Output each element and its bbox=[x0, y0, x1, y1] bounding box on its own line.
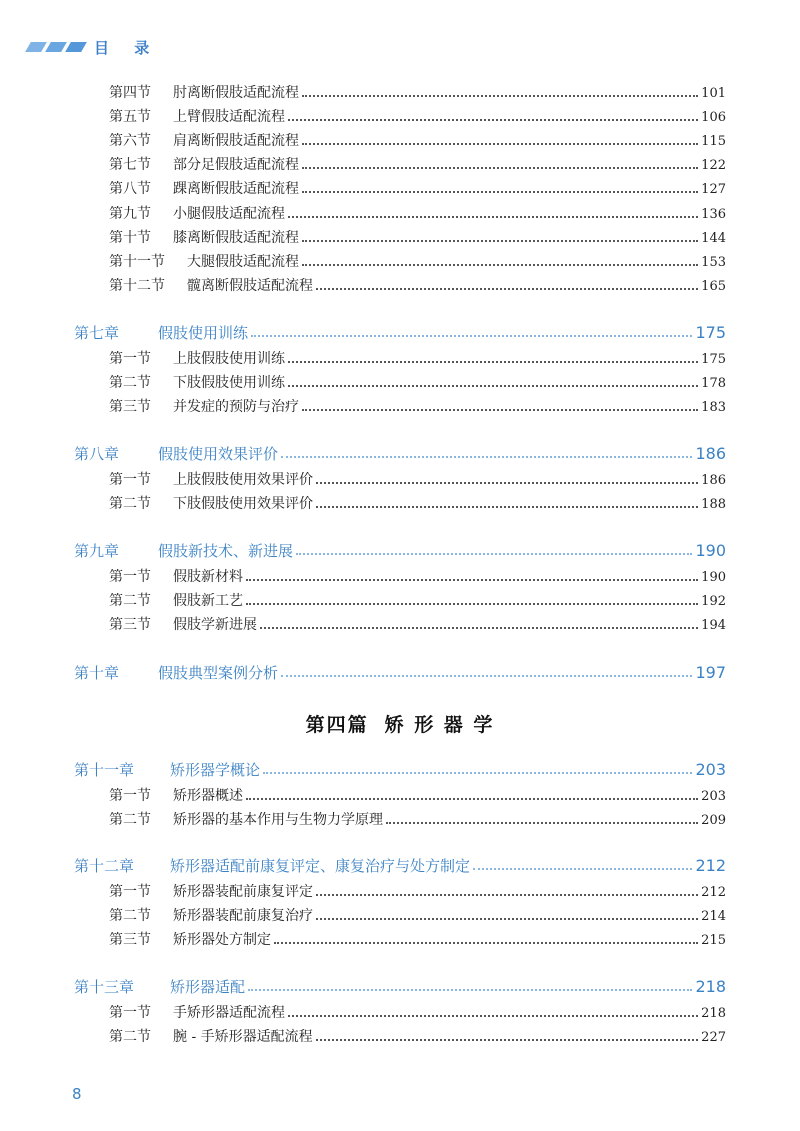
section-number: 第二节 bbox=[109, 496, 151, 512]
section-number: 第二节 bbox=[109, 1029, 151, 1045]
chapter-title: 矫形器适配前康复评定、康复治疗与处方制定 bbox=[170, 857, 471, 875]
toc-section-row[interactable] bbox=[0, 905, 800, 925]
leader-dots bbox=[316, 287, 698, 290]
section-title: 矫形器处方制定 bbox=[173, 932, 271, 948]
chapter-page: 197 bbox=[695, 663, 726, 682]
section-number: 第七节 bbox=[109, 157, 151, 173]
chapter-number: 第八章 bbox=[74, 445, 120, 463]
leader-dots bbox=[316, 481, 698, 484]
section-title: 并发症的预防与治疗 bbox=[173, 399, 299, 415]
leader-dots bbox=[281, 674, 692, 677]
chapter-page: 212 bbox=[695, 856, 726, 875]
section-number: 第一节 bbox=[109, 472, 151, 488]
leader-dots bbox=[302, 263, 698, 266]
toc-section-row[interactable] bbox=[0, 251, 800, 271]
leader-dots bbox=[302, 166, 698, 169]
chapter-page: 218 bbox=[695, 977, 726, 996]
section-number: 第十一节 bbox=[109, 254, 165, 270]
section-page: 190 bbox=[701, 570, 726, 585]
section-page: 122 bbox=[701, 158, 726, 173]
toc-section-row[interactable] bbox=[0, 614, 800, 634]
header-title: 目 录 bbox=[94, 38, 160, 57]
toc-section-row[interactable] bbox=[0, 348, 800, 368]
chapter-number: 第九章 bbox=[74, 542, 120, 560]
toc-section-row[interactable] bbox=[0, 82, 800, 102]
leader-dots bbox=[288, 384, 698, 387]
leader-dots bbox=[296, 552, 692, 555]
section-number: 第二节 bbox=[109, 375, 151, 391]
chapter-title: 矫形器适配 bbox=[170, 978, 246, 996]
section-title: 腕 - 手矫形器适配流程 bbox=[173, 1029, 313, 1045]
section-number: 第十节 bbox=[109, 230, 151, 246]
section-title: 假肢新工艺 bbox=[173, 593, 243, 609]
leader-dots bbox=[263, 771, 692, 774]
section-number: 第一节 bbox=[109, 569, 151, 585]
toc-section-row[interactable] bbox=[0, 130, 800, 150]
chapter-number: 第十二章 bbox=[74, 857, 135, 875]
section-title: 肩离断假肢适配流程 bbox=[173, 133, 299, 149]
section-number: 第一节 bbox=[109, 884, 151, 900]
leader-dots bbox=[246, 602, 698, 605]
toc-section-row[interactable] bbox=[0, 590, 800, 610]
section-title: 下肢假肢使用效果评价 bbox=[173, 496, 313, 512]
section-number: 第八节 bbox=[109, 181, 151, 197]
toc-section-row[interactable] bbox=[0, 1002, 800, 1022]
section-page: 212 bbox=[701, 885, 726, 900]
leader-dots bbox=[248, 988, 692, 991]
section-title: 髋离断假肢适配流程 bbox=[187, 278, 313, 294]
section-page: 144 bbox=[701, 231, 726, 246]
section-title: 部分足假肢适配流程 bbox=[173, 157, 299, 173]
toc-chapter-row[interactable] bbox=[0, 855, 800, 876]
section-number: 第二节 bbox=[109, 908, 151, 924]
section-title: 手矫形器适配流程 bbox=[173, 1005, 285, 1021]
leader-dots bbox=[246, 578, 698, 581]
section-number: 第一节 bbox=[109, 1005, 151, 1021]
leader-dots bbox=[386, 821, 698, 824]
page-number: 8 bbox=[72, 1085, 82, 1103]
toc-section-row[interactable] bbox=[0, 566, 800, 586]
section-number: 第三节 bbox=[109, 617, 151, 633]
toc-section-row[interactable] bbox=[0, 154, 800, 174]
section-number: 第四节 bbox=[109, 85, 151, 101]
leader-dots bbox=[260, 626, 698, 629]
section-number: 第一节 bbox=[109, 351, 151, 367]
part-title: 矫 形 器 学 bbox=[384, 714, 495, 736]
toc-chapter-row[interactable] bbox=[0, 443, 800, 464]
page-header bbox=[28, 36, 159, 58]
section-page: 214 bbox=[701, 909, 726, 924]
toc-section-row[interactable] bbox=[0, 227, 800, 247]
leader-dots bbox=[281, 455, 692, 458]
section-title: 上臂假肢适配流程 bbox=[173, 109, 285, 125]
section-title: 矫形器装配前康复治疗 bbox=[173, 908, 313, 924]
section-page: 175 bbox=[701, 352, 726, 367]
chapter-title: 假肢使用效果评价 bbox=[158, 445, 279, 463]
section-title: 膝离断假肢适配流程 bbox=[173, 230, 299, 246]
leader-dots bbox=[316, 917, 698, 920]
section-page: 178 bbox=[701, 376, 726, 391]
section-title: 大腿假肢适配流程 bbox=[187, 254, 299, 270]
leader-dots bbox=[302, 190, 698, 193]
section-title: 矫形器概述 bbox=[173, 788, 243, 804]
leader-dots bbox=[302, 408, 698, 411]
section-title: 肘离断假肢适配流程 bbox=[173, 85, 299, 101]
section-page: 127 bbox=[701, 182, 726, 197]
section-number: 第六节 bbox=[109, 133, 151, 149]
leader-dots bbox=[302, 142, 698, 145]
chapter-page: 186 bbox=[695, 444, 726, 463]
section-page: 136 bbox=[701, 207, 726, 222]
chapter-page: 190 bbox=[695, 541, 726, 560]
section-page: 183 bbox=[701, 400, 726, 415]
section-title: 假肢学新进展 bbox=[173, 617, 257, 633]
leader-dots bbox=[302, 239, 698, 242]
toc-section-row[interactable] bbox=[0, 396, 800, 416]
leader-dots bbox=[288, 1014, 698, 1017]
section-page: 209 bbox=[701, 813, 726, 828]
chapter-page: 175 bbox=[695, 323, 726, 342]
toc-chapter-row[interactable] bbox=[0, 540, 800, 561]
leader-dots bbox=[246, 797, 698, 800]
leader-dots bbox=[473, 867, 692, 870]
section-title: 下肢假肢使用训练 bbox=[173, 375, 285, 391]
section-title: 小腿假肢适配流程 bbox=[173, 206, 285, 222]
toc-chapter-row[interactable] bbox=[0, 662, 800, 683]
part-label: 第四篇 bbox=[305, 714, 369, 736]
toc-section-row[interactable] bbox=[0, 493, 800, 513]
section-number: 第三节 bbox=[109, 932, 151, 948]
leader-dots bbox=[251, 334, 692, 337]
leader-dots bbox=[274, 941, 698, 944]
leader-dots bbox=[288, 360, 698, 363]
chapter-number: 第七章 bbox=[74, 324, 120, 342]
toc-section-row[interactable] bbox=[0, 785, 800, 805]
part-heading bbox=[0, 710, 800, 737]
toc-section-row[interactable] bbox=[0, 372, 800, 392]
toc-section-row[interactable] bbox=[0, 809, 800, 829]
leader-dots bbox=[288, 215, 698, 218]
toc-chapter-row[interactable] bbox=[0, 322, 800, 343]
section-title: 上肢假肢使用效果评价 bbox=[173, 472, 313, 488]
toc-section-row[interactable] bbox=[0, 106, 800, 126]
toc-chapter-row[interactable] bbox=[0, 759, 800, 780]
section-number: 第三节 bbox=[109, 399, 151, 415]
section-number: 第五节 bbox=[109, 109, 151, 125]
chapter-number: 第十一章 bbox=[74, 761, 135, 779]
section-number: 第二节 bbox=[109, 593, 151, 609]
section-number: 第九节 bbox=[109, 206, 151, 222]
section-page: 101 bbox=[701, 86, 726, 101]
toc-chapter-row[interactable] bbox=[0, 976, 800, 997]
section-title: 假肢新材料 bbox=[173, 569, 243, 585]
section-number: 第十二节 bbox=[109, 278, 165, 294]
chapter-title: 假肢使用训练 bbox=[158, 324, 249, 342]
section-number: 第一节 bbox=[109, 788, 151, 804]
section-page: 203 bbox=[701, 789, 726, 804]
chapter-title: 假肢典型案例分析 bbox=[158, 664, 279, 682]
leader-dots bbox=[316, 1038, 699, 1041]
chapter-title: 矫形器学概论 bbox=[170, 761, 261, 779]
chapter-number: 第十章 bbox=[74, 664, 120, 682]
leader-dots bbox=[288, 118, 698, 121]
section-number: 第二节 bbox=[109, 812, 151, 828]
toc-section-row[interactable] bbox=[0, 203, 800, 223]
section-page: 194 bbox=[701, 618, 726, 633]
section-page: 153 bbox=[701, 255, 726, 270]
header-stripes-icon bbox=[28, 42, 84, 52]
toc-section-row[interactable] bbox=[0, 1026, 800, 1046]
chapter-page: 203 bbox=[695, 760, 726, 779]
section-page: 192 bbox=[701, 594, 726, 609]
leader-dots bbox=[316, 505, 698, 508]
section-page: 186 bbox=[701, 473, 726, 488]
section-page: 188 bbox=[701, 497, 726, 512]
toc-section-row[interactable] bbox=[0, 275, 800, 295]
section-title: 踝离断假肢适配流程 bbox=[173, 181, 299, 197]
toc-section-row[interactable] bbox=[0, 929, 800, 949]
toc-section-row[interactable] bbox=[0, 469, 800, 489]
section-title: 矫形器的基本作用与生物力学原理 bbox=[173, 812, 383, 828]
section-title: 矫形器装配前康复评定 bbox=[173, 884, 313, 900]
toc-section-row[interactable] bbox=[0, 881, 800, 901]
section-page: 165 bbox=[701, 279, 726, 294]
leader-dots bbox=[302, 94, 698, 97]
chapter-number: 第十三章 bbox=[74, 978, 135, 996]
section-page: 115 bbox=[701, 134, 726, 149]
section-title: 上肢假肢使用训练 bbox=[173, 351, 285, 367]
section-page: 215 bbox=[701, 933, 726, 948]
section-page: 227 bbox=[701, 1030, 726, 1045]
section-page: 218 bbox=[701, 1006, 726, 1021]
toc-section-row[interactable] bbox=[0, 178, 800, 198]
section-page: 106 bbox=[701, 110, 726, 125]
leader-dots bbox=[316, 893, 698, 896]
chapter-title: 假肢新技术、新进展 bbox=[158, 542, 294, 560]
